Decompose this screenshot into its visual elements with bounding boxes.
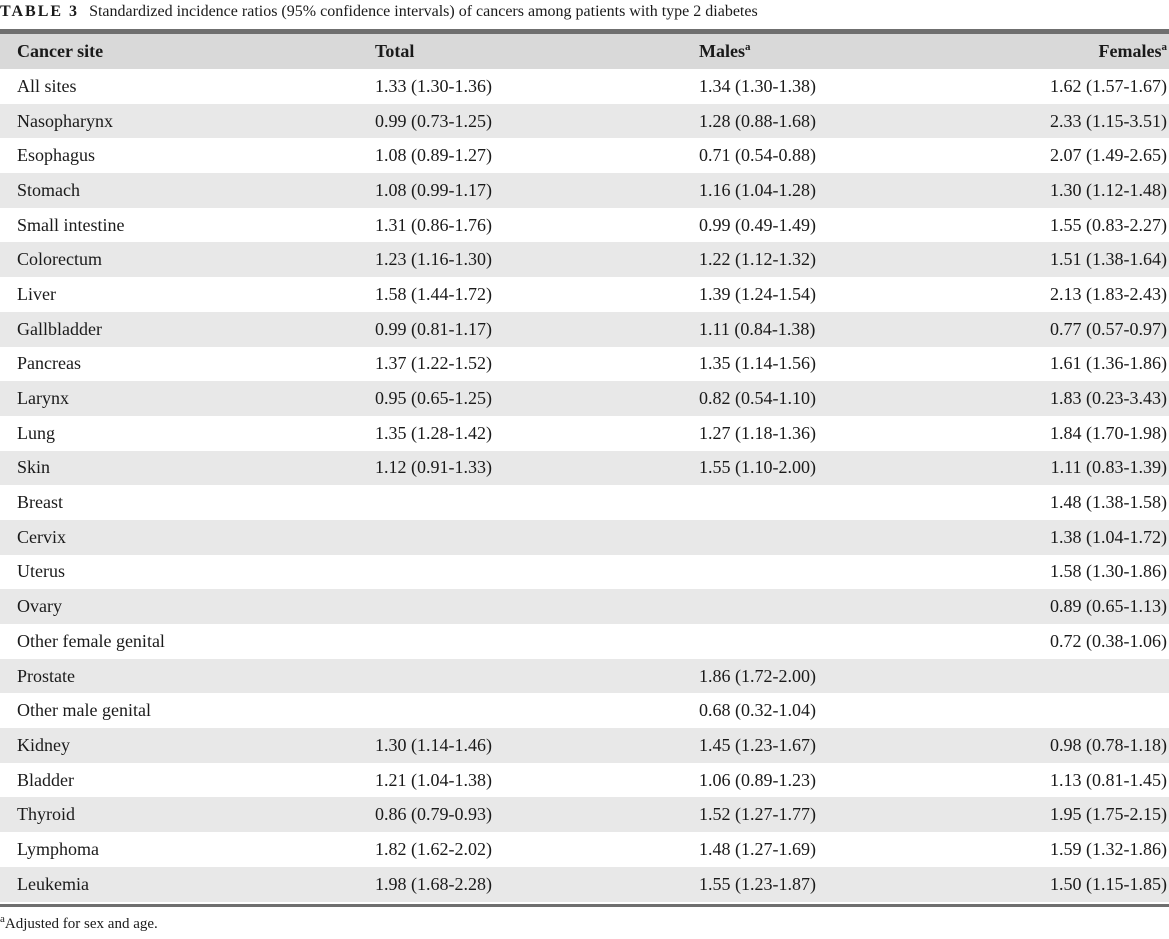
- cell-cancer-site: Pancreas: [0, 347, 358, 382]
- cell-females: 1.30 (1.12-1.48): [1007, 173, 1169, 208]
- cell-cancer-site: Larynx: [0, 381, 358, 416]
- cell-females: 1.13 (0.81-1.45): [1007, 763, 1169, 798]
- cell-females: 1.55 (0.83-2.27): [1007, 208, 1169, 243]
- table-row: [0, 208, 1169, 243]
- cell-males: 1.52 (1.27-1.77): [682, 797, 1007, 832]
- table-row: [0, 485, 1169, 520]
- cell-females: 0.98 (0.78-1.18): [1007, 728, 1169, 763]
- cell-cancer-site: Skin: [0, 451, 358, 486]
- cell-females: 1.62 (1.57-1.67): [1007, 69, 1169, 104]
- cell-males: 1.55 (1.10-2.00): [682, 451, 1007, 486]
- cell-cancer-site: Stomach: [0, 173, 358, 208]
- cell-total: 0.99 (0.81-1.17): [358, 312, 682, 347]
- header-cancer-site: Cancer site: [0, 34, 358, 69]
- cell-cancer-site: Bladder: [0, 763, 358, 798]
- bottom-rule: [0, 904, 1169, 907]
- cell-males: 0.82 (0.54-1.10): [682, 381, 1007, 416]
- cell-cancer-site: Prostate: [0, 659, 358, 694]
- cell-males: 1.48 (1.27-1.69): [682, 832, 1007, 867]
- header-males-footnote-marker: a: [744, 41, 751, 53]
- cell-total: [358, 589, 682, 624]
- cell-total: [358, 520, 682, 555]
- cell-total: 1.37 (1.22-1.52): [358, 347, 682, 382]
- cell-cancer-site: Liver: [0, 277, 358, 312]
- incidence-table: [0, 34, 1169, 902]
- header-row: [0, 34, 1169, 69]
- cell-total: 1.23 (1.16-1.30): [358, 242, 682, 277]
- cell-total: 1.12 (0.91-1.33): [358, 451, 682, 486]
- cell-females: 0.72 (0.38-1.06): [1007, 624, 1169, 659]
- cell-total: 1.08 (0.99-1.17): [358, 173, 682, 208]
- table-row: [0, 277, 1169, 312]
- cell-cancer-site: All sites: [0, 69, 358, 104]
- cell-males: [682, 520, 1007, 555]
- cell-females: [1007, 659, 1169, 694]
- table-row: [0, 104, 1169, 139]
- table-caption: [0, 0, 758, 24]
- table-row: [0, 589, 1169, 624]
- cell-males: 1.35 (1.14-1.56): [682, 347, 1007, 382]
- cell-cancer-site: Other female genital: [0, 624, 358, 659]
- cell-females: 2.33 (1.15-3.51): [1007, 104, 1169, 139]
- cell-females: 1.38 (1.04-1.72): [1007, 520, 1169, 555]
- table-row: [0, 416, 1169, 451]
- cell-cancer-site: Kidney: [0, 728, 358, 763]
- table-row: [0, 173, 1169, 208]
- header-females-footnote-marker: a: [1161, 41, 1167, 53]
- cell-females: 2.07 (1.49-2.65): [1007, 138, 1169, 173]
- table-row: [0, 520, 1169, 555]
- cell-total: [358, 624, 682, 659]
- cell-cancer-site: Colorectum: [0, 242, 358, 277]
- cell-cancer-site: Uterus: [0, 555, 358, 590]
- cell-total: 1.31 (0.86-1.76): [358, 208, 682, 243]
- cell-males: 0.68 (0.32-1.04): [682, 693, 1007, 728]
- cell-cancer-site: Nasopharynx: [0, 104, 358, 139]
- cell-cancer-site: Esophagus: [0, 138, 358, 173]
- cell-females: 1.84 (1.70-1.98): [1007, 416, 1169, 451]
- cell-males: 1.28 (0.88-1.68): [682, 104, 1007, 139]
- cell-males: [682, 555, 1007, 590]
- cell-total: [358, 555, 682, 590]
- cell-females: 2.13 (1.83-2.43): [1007, 277, 1169, 312]
- cell-cancer-site: Lymphoma: [0, 832, 358, 867]
- table-row: [0, 832, 1169, 867]
- cell-total: 1.21 (1.04-1.38): [358, 763, 682, 798]
- cell-males: 1.55 (1.23-1.87): [682, 867, 1007, 902]
- table-row: [0, 728, 1169, 763]
- cell-males: 1.06 (0.89-1.23): [682, 763, 1007, 798]
- table-row: [0, 69, 1169, 104]
- cell-cancer-site: Lung: [0, 416, 358, 451]
- table-row: [0, 867, 1169, 902]
- footnote-marker: a: [0, 913, 5, 925]
- table-label: TABLE 3: [0, 3, 80, 20]
- table-row: [0, 347, 1169, 382]
- cell-females: 1.59 (1.32-1.86): [1007, 832, 1169, 867]
- cell-cancer-site: Other male genital: [0, 693, 358, 728]
- cell-females: 1.50 (1.15-1.85): [1007, 867, 1169, 902]
- cell-males: 1.39 (1.24-1.54): [682, 277, 1007, 312]
- table-row: [0, 659, 1169, 694]
- table-row: [0, 693, 1169, 728]
- cell-total: 1.33 (1.30-1.36): [358, 69, 682, 104]
- cell-total: [358, 693, 682, 728]
- table-row: [0, 555, 1169, 590]
- cell-females: 1.51 (1.38-1.64): [1007, 242, 1169, 277]
- cell-females: 1.61 (1.36-1.86): [1007, 347, 1169, 382]
- cell-females: 1.48 (1.38-1.58): [1007, 485, 1169, 520]
- table-row: [0, 451, 1169, 486]
- cell-females: [1007, 693, 1169, 728]
- cell-total: [358, 659, 682, 694]
- header-males: Males$^a$: [682, 34, 1007, 69]
- cell-cancer-site: Leukemia: [0, 867, 358, 902]
- table-row: [0, 763, 1169, 798]
- cell-males: 1.45 (1.23-1.67): [682, 728, 1007, 763]
- table-row: [0, 624, 1169, 659]
- cell-total: 1.35 (1.28-1.42): [358, 416, 682, 451]
- cell-total: 1.98 (1.68-2.28): [358, 867, 682, 902]
- cell-males: [682, 624, 1007, 659]
- cell-females: 0.77 (0.57-0.97): [1007, 312, 1169, 347]
- header-females: Females$^a$: [1007, 34, 1169, 69]
- table-row: [0, 381, 1169, 416]
- cell-total: 1.30 (1.14-1.46): [358, 728, 682, 763]
- table-row: [0, 242, 1169, 277]
- cell-total: 1.08 (0.89-1.27): [358, 138, 682, 173]
- table-caption-text: Standardized incidence ratios (95% confidence intervals) of cancers among patients with type 2 diabetes: [89, 3, 758, 20]
- table-row: [0, 138, 1169, 173]
- cell-males: 0.71 (0.54-0.88): [682, 138, 1007, 173]
- cell-males: 1.86 (1.72-2.00): [682, 659, 1007, 694]
- table-footnote: [0, 913, 158, 933]
- cell-males: 1.11 (0.84-1.38): [682, 312, 1007, 347]
- footnote-text: Adjusted for sex and age.: [4, 916, 158, 932]
- cell-cancer-site: Gallbladder: [0, 312, 358, 347]
- cell-cancer-site: Thyroid: [0, 797, 358, 832]
- cell-females: 1.83 (0.23-3.43): [1007, 381, 1169, 416]
- cell-total: 0.86 (0.79-0.93): [358, 797, 682, 832]
- cell-total: 0.95 (0.65-1.25): [358, 381, 682, 416]
- cell-females: 0.89 (0.65-1.13): [1007, 589, 1169, 624]
- cell-males: 1.22 (1.12-1.32): [682, 242, 1007, 277]
- cell-males: [682, 589, 1007, 624]
- cell-males: [682, 485, 1007, 520]
- cell-cancer-site: Breast: [0, 485, 358, 520]
- table-row: [0, 312, 1169, 347]
- cell-females: 1.95 (1.75-2.15): [1007, 797, 1169, 832]
- cell-cancer-site: Cervix: [0, 520, 358, 555]
- cell-females: 1.11 (0.83-1.39): [1007, 451, 1169, 486]
- cell-cancer-site: Small intestine: [0, 208, 358, 243]
- cell-total: 1.58 (1.44-1.72): [358, 277, 682, 312]
- cell-males: 1.16 (1.04-1.28): [682, 173, 1007, 208]
- cell-total: [358, 485, 682, 520]
- header-total: Total: [358, 34, 682, 69]
- cell-females: 1.58 (1.30-1.86): [1007, 555, 1169, 590]
- cell-males: 1.34 (1.30-1.38): [682, 69, 1007, 104]
- cell-males: 1.27 (1.18-1.36): [682, 416, 1007, 451]
- cell-males: 0.99 (0.49-1.49): [682, 208, 1007, 243]
- table-row: [0, 797, 1169, 832]
- cell-total: 0.99 (0.73-1.25): [358, 104, 682, 139]
- cell-cancer-site: Ovary: [0, 589, 358, 624]
- cell-total: 1.82 (1.62-2.02): [358, 832, 682, 867]
